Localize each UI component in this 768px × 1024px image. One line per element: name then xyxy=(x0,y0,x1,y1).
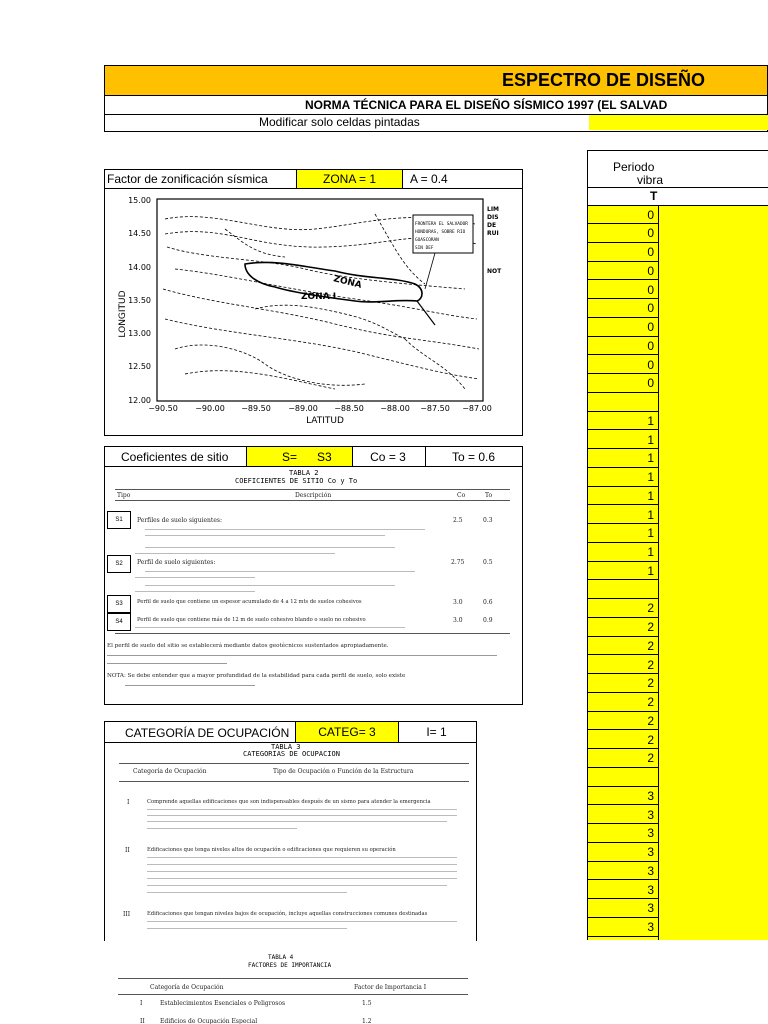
period-cell[interactable]: 3 xyxy=(588,862,658,880)
site-coefficients-table-image xyxy=(104,467,523,705)
col-co: Co xyxy=(457,492,466,499)
tipo-box: S1 xyxy=(107,511,131,529)
svg-text:RUI: RUI xyxy=(487,230,499,237)
period-cell[interactable]: 3 xyxy=(588,881,658,899)
col-desc: Descripción xyxy=(295,492,332,499)
col-to: To xyxy=(485,492,493,499)
period-cell[interactable]: 1 xyxy=(588,469,658,487)
period-cell[interactable]: 1 xyxy=(588,450,658,468)
period-cell[interactable]: 1 xyxy=(588,431,658,449)
x-tick: −90.00 xyxy=(195,404,225,413)
col-categoria: Categoría de Ocupación xyxy=(133,768,207,775)
svg-text:DE: DE xyxy=(487,222,497,229)
row-desc: Perfil de suelo siguientes: xyxy=(137,559,216,566)
importance-value: I= 1 xyxy=(426,725,447,739)
period-cell[interactable]: 3 xyxy=(588,787,658,805)
row-to: 0.6 xyxy=(483,599,493,606)
row-co: 2.75 xyxy=(451,559,465,566)
period-cell[interactable]: 0 xyxy=(588,356,658,374)
period-cell[interactable]: 3 xyxy=(588,900,658,918)
tipo-box: S4 xyxy=(107,613,131,631)
x-tick: −89.00 xyxy=(288,404,318,413)
period-cell[interactable]: 0 xyxy=(588,375,658,393)
table2-note: El perfil de suelo del sitio se establecerá mediante datos geotécnicos sustentados apropiadamente. xyxy=(107,643,389,649)
co-value: Co = 3 xyxy=(351,447,426,466)
svg-text:DIS: DIS xyxy=(487,214,499,221)
period-cell[interactable]: 0 xyxy=(588,244,658,262)
table2-nota: NOTA: Se debe entender que a mayor profundidad de la estabilidad para cada perfil de suelo, solo existe xyxy=(107,673,406,679)
period-header-line2: vibra xyxy=(637,173,664,187)
period-cell[interactable]: 2 xyxy=(588,637,658,655)
row-co: 2.5 xyxy=(453,517,463,524)
site-label: Coeficientes de sitio xyxy=(121,450,229,464)
period-cell[interactable]: 0 xyxy=(588,225,658,243)
row-co: 3.0 xyxy=(453,617,463,624)
y-tick: 13.50 xyxy=(128,296,151,305)
seismic-zone-map xyxy=(104,189,523,436)
tipo-box: S2 xyxy=(107,555,131,573)
period-column xyxy=(587,206,659,940)
title-bar xyxy=(104,65,768,96)
subtitle-bar xyxy=(104,96,768,115)
period-cell[interactable]: 2 xyxy=(588,731,658,749)
y-tick: 12.00 xyxy=(128,396,151,405)
row-co: 3.0 xyxy=(453,599,463,606)
col-factor: Factor de Importancia I xyxy=(354,984,427,991)
period-cell[interactable] xyxy=(588,394,658,412)
x-axis-label: LATITUD xyxy=(306,416,344,426)
period-cell[interactable]: 0 xyxy=(588,206,658,224)
period-cell[interactable]: 3 xyxy=(588,844,658,862)
x-tick: −88.50 xyxy=(334,404,364,413)
svg-text:SIN DEF: SIN DEF xyxy=(415,246,434,251)
row-to: 0.3 xyxy=(483,517,493,524)
occupancy-table-image xyxy=(104,743,477,941)
period-cell[interactable]: 1 xyxy=(588,562,658,580)
factor-value: 1.2 xyxy=(362,1018,372,1024)
y-tick: 13.00 xyxy=(128,329,151,338)
x-tick: −88.00 xyxy=(380,404,410,413)
period-cell[interactable]: 2 xyxy=(588,600,658,618)
period-header xyxy=(587,150,768,188)
period-cell[interactable]: 2 xyxy=(588,656,658,674)
cat-text: Edificaciones que tengan niveles bajos de ocupación, incluye aquellas construcciones comunes destinadas xyxy=(147,911,428,917)
period-adjacent-fill xyxy=(659,206,768,940)
period-cell[interactable]: 3 xyxy=(588,919,658,937)
to-value: To = 0.6 xyxy=(451,449,496,464)
site-coefficients-row xyxy=(104,446,523,467)
period-cell[interactable] xyxy=(588,581,658,599)
factor-value: 1.5 xyxy=(362,1000,372,1007)
cat-numeral: I xyxy=(140,1000,143,1007)
period-cell[interactable]: 2 xyxy=(588,712,658,730)
period-cell[interactable]: 0 xyxy=(588,337,658,355)
x-tick: −89.50 xyxy=(241,404,271,413)
period-col-label: T xyxy=(650,189,658,203)
y-axis-label: LONGITUD xyxy=(118,290,128,338)
svg-text:FRONTERA EL SALVADOR: FRONTERA EL SALVADOR xyxy=(415,222,468,227)
table3-subtitle: CATEGORIAS DE OCUPACION xyxy=(243,750,340,758)
table2-title: TABLA 2 xyxy=(289,469,319,477)
svg-text:NOT: NOT xyxy=(487,268,502,275)
table4-title: TABLA 4 xyxy=(268,954,294,961)
importance-table-image xyxy=(104,948,477,1024)
table3-title: TABLA 3 xyxy=(271,743,301,751)
y-tick: 12.50 xyxy=(128,362,151,371)
cat-numeral: II xyxy=(140,1018,145,1024)
occupancy-row xyxy=(104,721,477,743)
period-cell[interactable]: 0 xyxy=(588,281,658,299)
zonification-label: Factor de zonificación sísmica xyxy=(107,172,268,186)
map-figure xyxy=(105,189,522,434)
y-tick: 14.50 xyxy=(128,229,151,238)
period-cell[interactable]: 1 xyxy=(588,525,658,543)
instruction-bar xyxy=(104,115,768,132)
period-cell[interactable]: 2 xyxy=(588,694,658,712)
period-cell[interactable]: 3 xyxy=(588,806,658,824)
zonification-row xyxy=(104,169,523,189)
cat-numeral: III xyxy=(123,911,131,918)
col-categoria: Categoría de Ocupación xyxy=(150,984,224,991)
y-tick: 14.00 xyxy=(128,263,151,272)
cat-text: Establecimientos Esenciales o Peligrosos xyxy=(160,1000,286,1007)
occupancy-label: CATEGORÍA DE OCUPACIÓN xyxy=(125,726,290,740)
period-cell[interactable] xyxy=(588,769,658,787)
period-cell[interactable]: 0 xyxy=(588,262,658,280)
page-title: ESPECTRO DE DISEÑO xyxy=(501,70,705,90)
row-desc: Perfil de suelo que contiene un espesor acumulado de 4 a 12 mts de suelos cohesivos xyxy=(137,599,362,605)
col-tipo-ocupacion: Tipo de Ocupación o Función de la Estructura xyxy=(273,768,414,775)
x-tick: −87.00 xyxy=(462,404,492,413)
period-cell[interactable]: 1 xyxy=(588,412,658,430)
svg-text:GOASCORAN: GOASCORAN xyxy=(415,238,439,243)
instruction-text: Modificar solo celdas pintadas xyxy=(259,115,420,129)
svg-text:LIM: LIM xyxy=(487,206,500,213)
period-cell[interactable]: 3 xyxy=(588,825,658,843)
x-tick: −90.50 xyxy=(148,404,178,413)
period-cell[interactable]: 1 xyxy=(588,487,658,505)
s-label: S= xyxy=(282,450,298,464)
x-tick: −87.50 xyxy=(420,404,450,413)
period-cell[interactable]: 0 xyxy=(588,319,658,337)
cat-text: Edificios de Ocupación Especial xyxy=(160,1018,258,1024)
period-col-header xyxy=(587,188,768,206)
y-tick: 15.00 xyxy=(128,196,151,205)
row-to: 0.9 xyxy=(483,617,493,624)
row-desc: Perfil de suelo que contiene más de 12 m de suelo cohesivo blando o suelo no cohesivo xyxy=(137,617,366,623)
period-cell[interactable]: 2 xyxy=(588,675,658,693)
period-cell[interactable]: 1 xyxy=(588,506,658,524)
period-cell[interactable]: 0 xyxy=(588,300,658,318)
zone-input[interactable]: ZONA = 1 xyxy=(296,170,403,188)
row-to: 0.5 xyxy=(483,559,493,566)
site-type-input[interactable] xyxy=(246,447,353,466)
table2-subtitle: COEFICIENTES DE SITIO Co y To xyxy=(235,477,358,485)
period-cell[interactable]: 2 xyxy=(588,619,658,637)
row-desc: Perfiles de suelo siguientes: xyxy=(137,517,222,524)
cat-text: Edificaciones que tenga niveles altos de ocupación o edificaciones que requieren su operación xyxy=(147,847,396,853)
a-value: A = 0.4 xyxy=(410,172,448,186)
s-value: S3 xyxy=(317,450,332,464)
period-header-line1: Periodo xyxy=(613,160,655,174)
instruction-color-sample xyxy=(589,115,768,130)
category-input[interactable]: CATEG= 3 xyxy=(295,722,399,742)
zone-label: ZONA I xyxy=(301,292,337,302)
tipo-box: S3 xyxy=(107,595,131,613)
period-cell[interactable]: 2 xyxy=(588,750,658,768)
cat-text: Comprende aquellas edificaciones que son indispensables después de un sismo para atender la emergencia xyxy=(147,799,431,805)
svg-text:HONDURAS, SOBRE RIO: HONDURAS, SOBRE RIO xyxy=(415,230,466,235)
table4-subtitle: FACTORES DE IMPORTANCIA xyxy=(248,962,332,969)
cat-numeral: I xyxy=(127,799,130,806)
page-subtitle: NORMA TÉCNICA PARA EL DISEÑO SÍSMICO 1997 (EL SALVAD xyxy=(305,98,668,112)
period-cell[interactable]: 1 xyxy=(588,544,658,562)
col-tipo: Tipo xyxy=(117,492,131,499)
zone-label: ZONA xyxy=(332,274,363,291)
cat-numeral: II xyxy=(125,847,130,854)
